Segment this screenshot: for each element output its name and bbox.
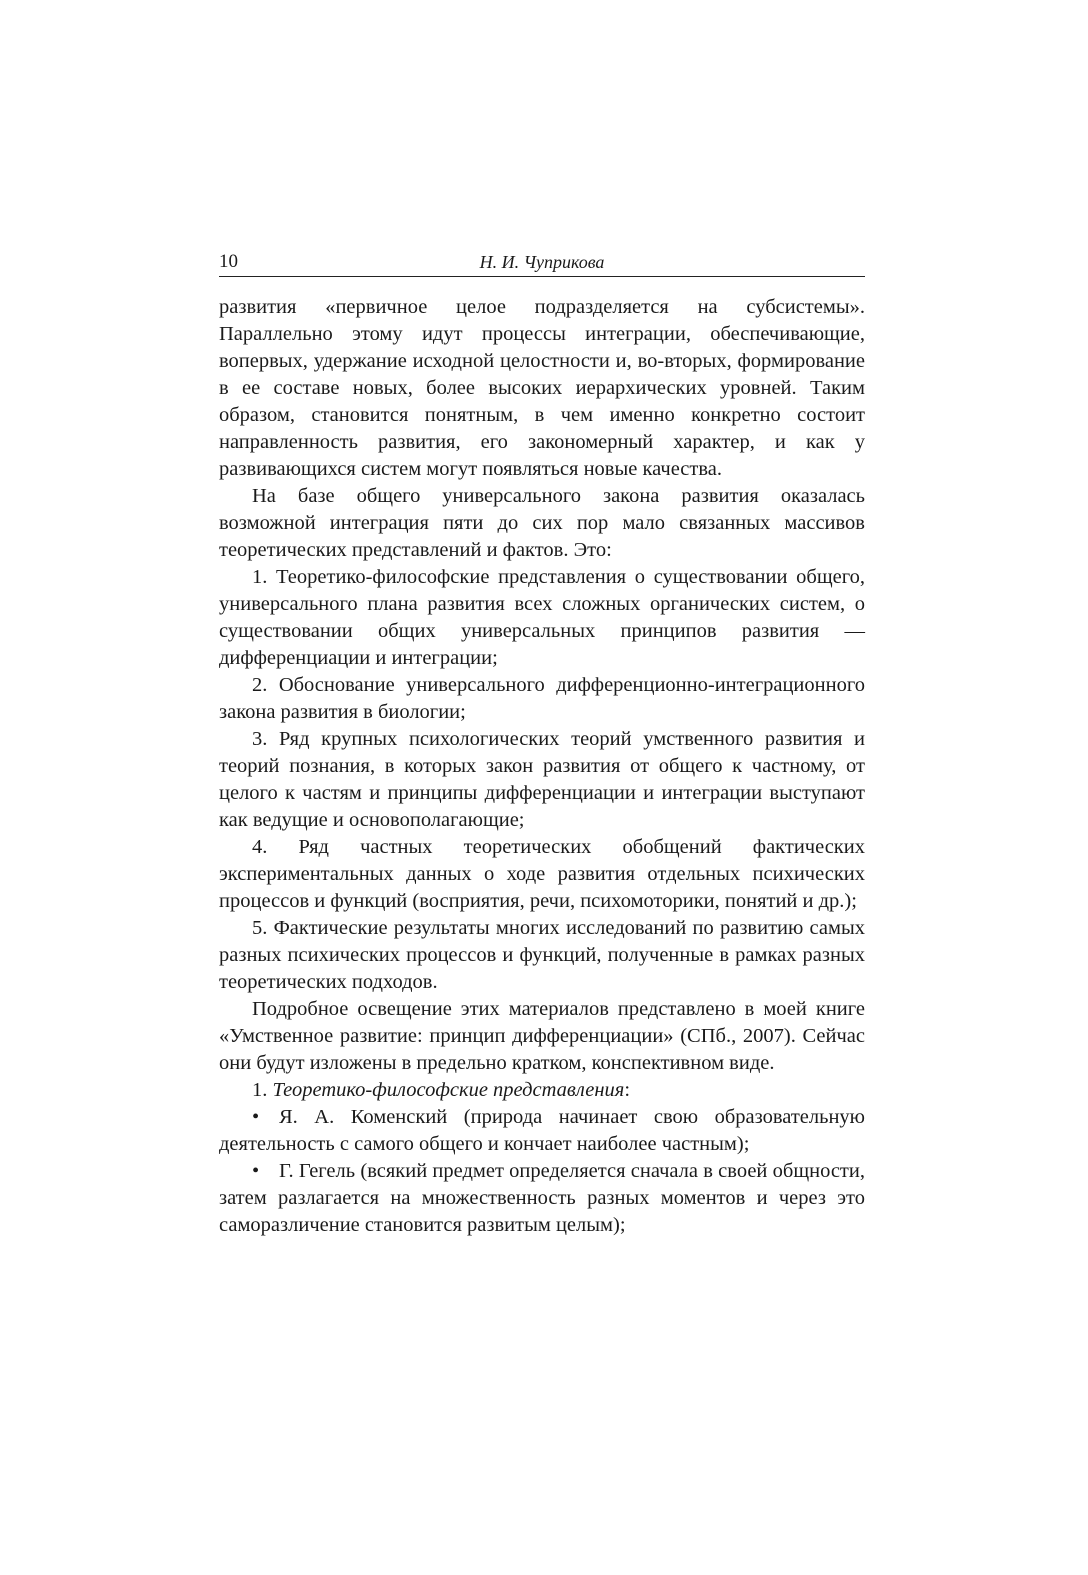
- paragraph-detailed-coverage: Подробное освещение этих материалов представлено в моей книге «Умственное развитие: принцип дифференциации» (СПб., 2007). Сейчас они будут изложены в предельно кратком, конспективном виде.: [219, 998, 865, 1074]
- paragraph-continued: развития «первичное целое подразделяется на субсистемы». Параллельно этому идут процессы интеграции, обеспечивающие, вопервых, удержание исходной целостности и, во-вторых, формирование в ее составе новых, более высоких иерархических уровней. Таким образом, становится понятным, в чем именно конкретно состоит направленность развития, его закономерный характер, и как у развивающихся систем могут появляться новые качества.: [219, 296, 865, 480]
- list-item-4: 4. Ряд частных теоретических обобщений фактических экспериментальных данных о ходе развития отдельных психических процессов и функций (восприятия, речи, психомоторики, понятий и др.);: [219, 836, 865, 912]
- paragraph-intro-integration: На базе общего универсального закона развития оказалась возможной интеграция пяти до сих пор мало связанных массивов теоретических представлений и фактов. Это:: [219, 485, 865, 561]
- bullet-text: Я. А. Коменский (природа начинает свою образовательную деятельность с самого общего и кончает наиболее частным);: [219, 1106, 865, 1155]
- list-item-2: 2. Обоснование универсального дифференционно-интеграционного закона развития в биологии;: [219, 674, 865, 723]
- bullet-item-hegel: [219, 1158, 865, 1239]
- page-header: [219, 248, 865, 277]
- list-item-5: 5. Фактические результаты многих исследований по развитию самых разных психических процессов и функций, полученные в рамках разных теоретических подходов.: [219, 917, 865, 993]
- body-text: [219, 294, 865, 1239]
- page-number: 10: [219, 251, 238, 272]
- running-title: Н. И. Чуприкова: [479, 252, 605, 272]
- bullet-text: Г. Гегель (всякий предмет определяется сначала в своей общности, затем разлагается на множественность разных моментов и через это саморазличение становится развитым целым);: [219, 1160, 865, 1236]
- section-number: 1.: [252, 1079, 268, 1101]
- list-item-1: 1. Теоретико-философские представления о существовании общего, универсального плана развития всех сложных органических систем, о существовании общих универсальных принципов развития — дифференциации и интеграции;: [219, 566, 865, 669]
- section-title: Теоретико-философские представления: [272, 1079, 625, 1101]
- bullet-icon: •: [252, 1160, 260, 1182]
- list-item-3: 3. Ряд крупных психологических теорий умственного развития и теорий познания, в которых закон развития от общего к частному, от целого к частям и принципы дифференциации и интеграции выступают как ведущие и основополагающие;: [219, 728, 865, 831]
- bullet-icon: •: [252, 1106, 260, 1128]
- section-colon: :: [624, 1079, 631, 1101]
- section-heading: [219, 1077, 865, 1104]
- bullet-item-comenius: [219, 1104, 865, 1158]
